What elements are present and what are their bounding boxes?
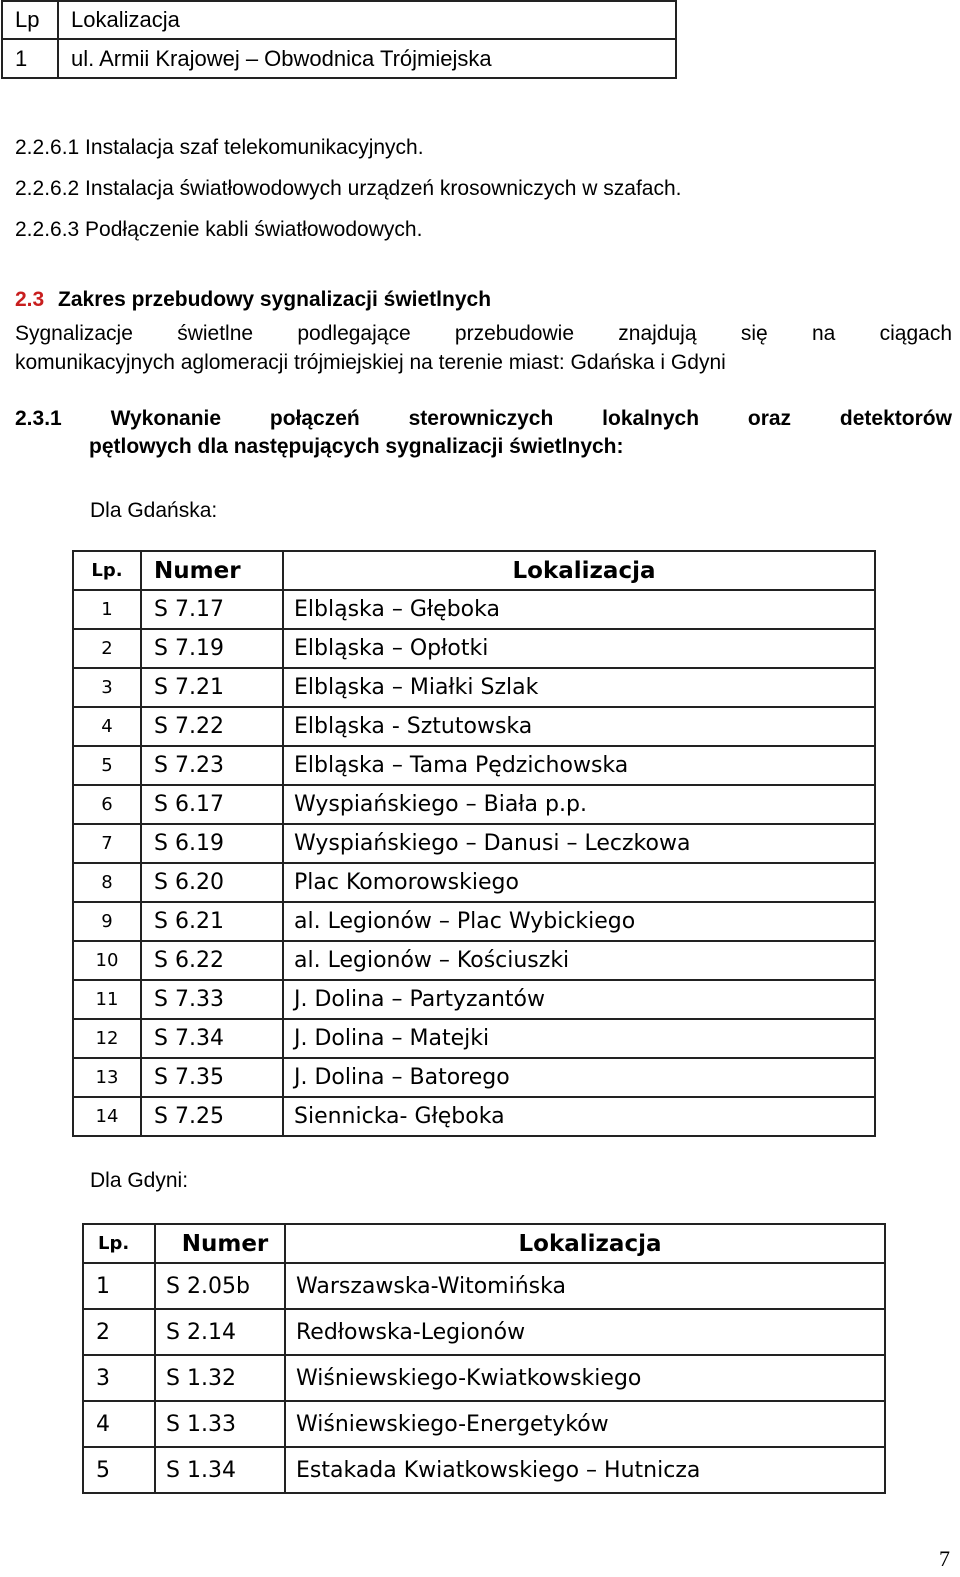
cell-lp: 2 [83, 1309, 155, 1355]
table-row [73, 863, 875, 902]
heading-line-2: pętlowych dla następujących sygnalizacji świetlnych: [89, 435, 624, 458]
gdynia-label: Dla Gdyni: [90, 1169, 189, 1192]
cell-lp: 1 [2, 39, 58, 78]
cell-lokalizacja: al. Legionów – Plac Wybickiego [283, 902, 875, 941]
cell-lokalizacja: al. Legionów – Kościuszki [283, 941, 875, 980]
header-numer: Numer [141, 551, 283, 590]
cell-lp: 14 [73, 1097, 141, 1136]
cell-lp: 9 [73, 902, 141, 941]
cell-lokalizacja: Wyspiańskiego – Biała p.p. [283, 785, 875, 824]
cell-lp: 2 [73, 629, 141, 668]
paragraph-line-2: komunikacyjnych aglomeracji trójmiejskiej na terenie miast: Gdańska i Gdyni [15, 351, 726, 374]
gdynia-signals-table [82, 1223, 886, 1494]
table-row [73, 746, 875, 785]
table-row [73, 785, 875, 824]
cell-numer: S 1.32 [155, 1355, 285, 1401]
cell-lokalizacja: Wiśniewskiego-Kwiatkowskiego [285, 1355, 885, 1401]
subsection-2-2-6-3: 2.2.6.3 Podłączenie kabli światłowodowych. [15, 218, 423, 241]
section-heading-2-3-1 [15, 405, 952, 461]
subsection-2-2-6-2: 2.2.6.2 Instalacja światłowodowych urządzeń krosowniczych w szafach. [15, 177, 682, 200]
section-number: 2.3 [15, 288, 45, 311]
section-heading-2-3 [15, 288, 491, 312]
table-row [73, 707, 875, 746]
table-row [73, 902, 875, 941]
cell-lp: 3 [73, 668, 141, 707]
cell-lp: 12 [73, 1019, 141, 1058]
cell-lp: 4 [83, 1401, 155, 1447]
heading-line-1 [15, 405, 952, 433]
gdansk-signals-table [72, 550, 876, 1137]
cell-numer: S 7.21 [141, 668, 283, 707]
paragraph-line-1: Sygnalizacje świetlne podlegające przebudowie znajdują się na ciągach [15, 322, 952, 345]
cell-numer: S 1.33 [155, 1401, 285, 1447]
cell-lokalizacja: J. Dolina – Partyzantów [283, 980, 875, 1019]
header-lp: Lp. [73, 551, 141, 590]
cell-lokalizacja: J. Dolina – Matejki [283, 1019, 875, 1058]
table-row [83, 1355, 885, 1401]
cell-numer: S 7.35 [141, 1058, 283, 1097]
table-row [2, 39, 676, 78]
table-row [73, 1097, 875, 1136]
cell-lokalizacja: Elbląska – Głęboka [283, 590, 875, 629]
cell-lokalizacja: Elbląska – Tama Pędzichowska [283, 746, 875, 785]
cell-lp: 8 [73, 863, 141, 902]
section-paragraph [15, 319, 952, 377]
section-title: Zakres przebudowy sygnalizacji świetlnych [58, 288, 492, 311]
heading-word: oraz [747, 407, 792, 430]
cell-numer: S 2.14 [155, 1309, 285, 1355]
table-row [73, 941, 875, 980]
header-lokalizacja: Lokalizacja [58, 1, 676, 39]
cell-lp: 5 [83, 1447, 155, 1493]
cell-lp: 5 [73, 746, 141, 785]
header-lokalizacja: Lokalizacja [285, 1224, 885, 1263]
cell-numer: S 1.34 [155, 1447, 285, 1493]
cell-numer: S 6.20 [141, 863, 283, 902]
cell-lokalizacja: ul. Armii Krajowej – Obwodnica Trójmiejska [58, 39, 676, 78]
cell-lokalizacja: J. Dolina – Batorego [283, 1058, 875, 1097]
page-number: 7 [939, 1546, 950, 1571]
cell-numer: S 7.23 [141, 746, 283, 785]
cell-numer: S 7.33 [141, 980, 283, 1019]
cell-numer: S 7.19 [141, 629, 283, 668]
cell-lp: 6 [73, 785, 141, 824]
cell-numer: S 7.17 [141, 590, 283, 629]
cell-numer: S 7.22 [141, 707, 283, 746]
heading-word: Wykonanie [110, 407, 222, 430]
cell-numer: S 6.19 [141, 824, 283, 863]
cell-numer: S 6.21 [141, 902, 283, 941]
gdansk-label: Dla Gdańska: [90, 499, 218, 522]
cell-lp: 1 [73, 590, 141, 629]
cell-lp: 4 [73, 707, 141, 746]
cell-lokalizacja: Estakada Kwiatkowskiego – Hutnicza [285, 1447, 885, 1493]
cell-lokalizacja: Elbląska - Sztutowska [283, 707, 875, 746]
cell-lokalizacja: Elbląska – Opłotki [283, 629, 875, 668]
cell-lp: 13 [73, 1058, 141, 1097]
cell-lp: 11 [73, 980, 141, 1019]
cell-lp: 7 [73, 824, 141, 863]
table-row [73, 824, 875, 863]
cell-lokalizacja: Warszawska-Witomińska [285, 1263, 885, 1309]
heading-word: lokalnych [602, 407, 700, 430]
cell-lokalizacja: Elbląska – Miałki Szlak [283, 668, 875, 707]
cell-lp: 3 [83, 1355, 155, 1401]
cell-lokalizacja: Plac Komorowskiego [283, 863, 875, 902]
heading-word: połączeń [269, 407, 360, 430]
header-lokalizacja: Lokalizacja [283, 551, 875, 590]
table-row [73, 1019, 875, 1058]
table-row [73, 590, 875, 629]
section-number: 2.3.1 [15, 407, 62, 430]
table-row [73, 668, 875, 707]
cell-lokalizacja: Wiśniewskiego-Energetyków [285, 1401, 885, 1447]
table-row [83, 1447, 885, 1493]
cell-lokalizacja: Siennicka- Głęboka [283, 1097, 875, 1136]
heading-word: sterowniczych [408, 407, 554, 430]
cell-numer: S 6.17 [141, 785, 283, 824]
location-table-top [1, 0, 677, 79]
cell-numer: S 2.05b [155, 1263, 285, 1309]
header-lp: Lp [2, 1, 58, 39]
table-row [73, 1058, 875, 1097]
cell-lp: 1 [83, 1263, 155, 1309]
table-row [83, 1309, 885, 1355]
cell-numer: S 6.22 [141, 941, 283, 980]
cell-lp: 10 [73, 941, 141, 980]
table-row [73, 629, 875, 668]
cell-numer: S 7.25 [141, 1097, 283, 1136]
header-lp: Lp. [83, 1224, 155, 1263]
table-row [73, 980, 875, 1019]
cell-lokalizacja: Wyspiańskiego – Danusi – Leczkowa [283, 824, 875, 863]
cell-numer: S 7.34 [141, 1019, 283, 1058]
heading-word: detektorów [839, 407, 952, 430]
cell-lokalizacja: Redłowska-Legionów [285, 1309, 885, 1355]
header-numer: Numer [155, 1224, 285, 1263]
subsection-2-2-6-1: 2.2.6.1 Instalacja szaf telekomunikacyjnych. [15, 136, 424, 159]
table-row [83, 1401, 885, 1447]
table-row [83, 1263, 885, 1309]
